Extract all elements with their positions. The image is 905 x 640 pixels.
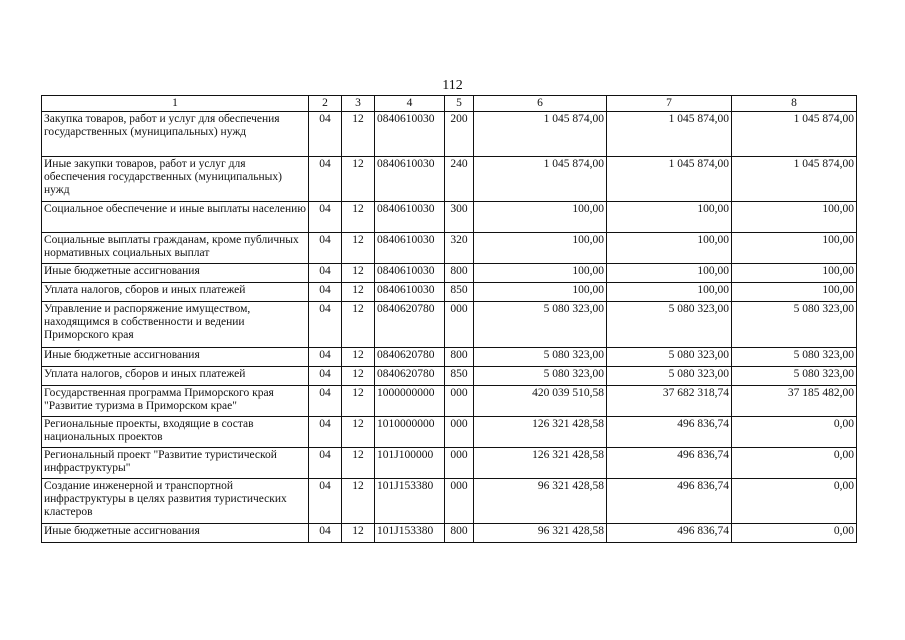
amount-col7: 5 080 323,00 <box>607 348 732 367</box>
subsection-code: 12 <box>342 233 375 264</box>
amount-col6: 126 321 428,58 <box>474 417 607 448</box>
item-name: Иные бюджетные ассигнования <box>42 264 309 283</box>
table-row <box>42 417 857 448</box>
amount-col7: 496 836,74 <box>607 524 732 543</box>
amount-col7: 496 836,74 <box>607 479 732 524</box>
amount-col7: 100,00 <box>607 264 732 283</box>
amount-col8: 0,00 <box>732 479 857 524</box>
page-number: 112 <box>442 78 463 93</box>
amount-col8: 5 080 323,00 <box>732 302 857 348</box>
table-row <box>42 112 857 157</box>
target-code: 0840610030 <box>375 112 445 157</box>
column-header: 2 <box>309 96 342 112</box>
section-code: 04 <box>309 348 342 367</box>
section-code: 04 <box>309 448 342 479</box>
section-code: 04 <box>309 479 342 524</box>
amount-col6: 5 080 323,00 <box>474 348 607 367</box>
expense-kind-code: 000 <box>445 417 474 448</box>
target-code: 0840610030 <box>375 283 445 302</box>
section-code: 04 <box>309 283 342 302</box>
target-code: 0840620780 <box>375 367 445 386</box>
subsection-code: 12 <box>342 524 375 543</box>
subsection-code: 12 <box>342 448 375 479</box>
amount-col8: 0,00 <box>732 417 857 448</box>
target-code: 0840610030 <box>375 233 445 264</box>
amount-col6: 5 080 323,00 <box>474 302 607 348</box>
amount-col8: 1 045 874,00 <box>732 157 857 202</box>
item-name: Управление и распоряжение имуществом, находящимся в собственности и ведении Приморского края <box>42 302 309 348</box>
subsection-code: 12 <box>342 157 375 202</box>
column-header: 1 <box>42 96 309 112</box>
amount-col6: 126 321 428,58 <box>474 448 607 479</box>
item-name: Закупка товаров, работ и услуг для обеспечения государственных (муниципальных) нужд <box>42 112 309 157</box>
amount-col7: 5 080 323,00 <box>607 302 732 348</box>
table-row <box>42 479 857 524</box>
amount-col6: 96 321 428,58 <box>474 524 607 543</box>
subsection-code: 12 <box>342 479 375 524</box>
item-name: Социальные выплаты гражданам, кроме публичных нормативных социальных выплат <box>42 233 309 264</box>
expense-kind-code: 300 <box>445 202 474 233</box>
amount-col8: 0,00 <box>732 524 857 543</box>
target-code: 1010000000 <box>375 417 445 448</box>
target-code: 0840610030 <box>375 202 445 233</box>
amount-col7: 100,00 <box>607 202 732 233</box>
section-code: 04 <box>309 112 342 157</box>
amount-col7: 100,00 <box>607 283 732 302</box>
amount-col6: 5 080 323,00 <box>474 367 607 386</box>
section-code: 04 <box>309 367 342 386</box>
section-code: 04 <box>309 233 342 264</box>
section-code: 04 <box>309 302 342 348</box>
amount-col6: 1 045 874,00 <box>474 157 607 202</box>
table-row <box>42 448 857 479</box>
amount-col7: 496 836,74 <box>607 417 732 448</box>
amount-col6: 420 039 510,58 <box>474 386 607 417</box>
amount-col6: 96 321 428,58 <box>474 479 607 524</box>
table-row <box>42 348 857 367</box>
column-header: 7 <box>607 96 732 112</box>
column-header: 4 <box>375 96 445 112</box>
item-name: Государственная программа Приморского края "Развитие туризма в Приморском крае" <box>42 386 309 417</box>
table-row <box>42 157 857 202</box>
amount-col8: 100,00 <box>732 202 857 233</box>
item-name: Иные закупки товаров, работ и услуг для обеспечения государственных (муниципальных) нужд <box>42 157 309 202</box>
subsection-code: 12 <box>342 348 375 367</box>
target-code: 101J100000 <box>375 448 445 479</box>
amount-col7: 5 080 323,00 <box>607 367 732 386</box>
expense-kind-code: 000 <box>445 302 474 348</box>
item-name: Региональные проекты, входящие в состав национальных проектов <box>42 417 309 448</box>
expense-kind-code: 800 <box>445 264 474 283</box>
table-row <box>42 264 857 283</box>
amount-col8: 100,00 <box>732 264 857 283</box>
header-row <box>42 96 857 112</box>
column-header: 8 <box>732 96 857 112</box>
subsection-code: 12 <box>342 367 375 386</box>
target-code: 0840610030 <box>375 264 445 283</box>
amount-col7: 1 045 874,00 <box>607 157 732 202</box>
target-code: 101J153380 <box>375 479 445 524</box>
amount-col6: 100,00 <box>474 283 607 302</box>
amount-col6: 100,00 <box>474 233 607 264</box>
table-row <box>42 233 857 264</box>
table-row <box>42 283 857 302</box>
amount-col8: 0,00 <box>732 448 857 479</box>
amount-col7: 100,00 <box>607 233 732 264</box>
expense-kind-code: 000 <box>445 479 474 524</box>
subsection-code: 12 <box>342 417 375 448</box>
amount-col7: 1 045 874,00 <box>607 112 732 157</box>
table-row <box>42 386 857 417</box>
subsection-code: 12 <box>342 264 375 283</box>
item-name: Уплата налогов, сборов и иных платежей <box>42 367 309 386</box>
target-code: 0840610030 <box>375 157 445 202</box>
column-header: 3 <box>342 96 375 112</box>
section-code: 04 <box>309 202 342 233</box>
column-header: 5 <box>445 96 474 112</box>
amount-col6: 1 045 874,00 <box>474 112 607 157</box>
table-row <box>42 302 857 348</box>
section-code: 04 <box>309 264 342 283</box>
table-row <box>42 524 857 543</box>
expense-kind-code: 800 <box>445 524 474 543</box>
subsection-code: 12 <box>342 302 375 348</box>
target-code: 1000000000 <box>375 386 445 417</box>
item-name: Создание инженерной и транспортной инфраструктуры в целях развития туристических кластеров <box>42 479 309 524</box>
amount-col8: 1 045 874,00 <box>732 112 857 157</box>
item-name: Региональный проект "Развитие туристической инфраструктуры" <box>42 448 309 479</box>
target-code: 101J153380 <box>375 524 445 543</box>
amount-col6: 100,00 <box>474 264 607 283</box>
budget-table <box>41 95 857 543</box>
subsection-code: 12 <box>342 112 375 157</box>
expense-kind-code: 850 <box>445 367 474 386</box>
amount-col7: 496 836,74 <box>607 448 732 479</box>
amount-col8: 37 185 482,00 <box>732 386 857 417</box>
item-name: Иные бюджетные ассигнования <box>42 524 309 543</box>
subsection-code: 12 <box>342 202 375 233</box>
subsection-code: 12 <box>342 283 375 302</box>
amount-col8: 100,00 <box>732 233 857 264</box>
section-code: 04 <box>309 386 342 417</box>
section-code: 04 <box>309 524 342 543</box>
section-code: 04 <box>309 417 342 448</box>
amount-col8: 100,00 <box>732 283 857 302</box>
item-name: Социальное обеспечение и иные выплаты населению <box>42 202 309 233</box>
expense-kind-code: 240 <box>445 157 474 202</box>
expense-kind-code: 320 <box>445 233 474 264</box>
amount-col7: 37 682 318,74 <box>607 386 732 417</box>
expense-kind-code: 000 <box>445 386 474 417</box>
item-name: Иные бюджетные ассигнования <box>42 348 309 367</box>
item-name: Уплата налогов, сборов и иных платежей <box>42 283 309 302</box>
expense-kind-code: 850 <box>445 283 474 302</box>
section-code: 04 <box>309 157 342 202</box>
target-code: 0840620780 <box>375 302 445 348</box>
expense-kind-code: 800 <box>445 348 474 367</box>
expense-kind-code: 000 <box>445 448 474 479</box>
amount-col6: 100,00 <box>474 202 607 233</box>
target-code: 0840620780 <box>375 348 445 367</box>
amount-col8: 5 080 323,00 <box>732 348 857 367</box>
table-row <box>42 202 857 233</box>
amount-col8: 5 080 323,00 <box>732 367 857 386</box>
column-header: 6 <box>474 96 607 112</box>
table-row <box>42 367 857 386</box>
subsection-code: 12 <box>342 386 375 417</box>
expense-kind-code: 200 <box>445 112 474 157</box>
